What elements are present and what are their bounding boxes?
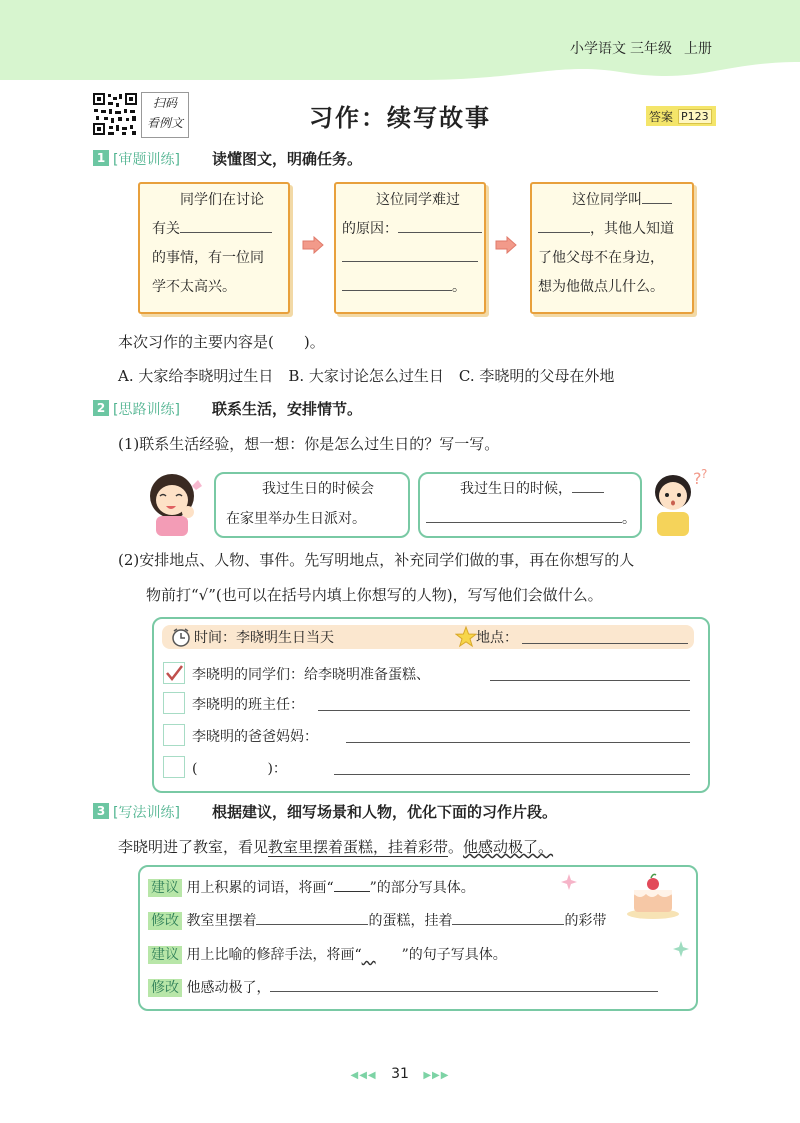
- plan-row4-checkbox[interactable]: [163, 756, 185, 778]
- header-grade: 三年级: [630, 41, 672, 57]
- section2-question1: (1)联系生活经验，想一想：你是怎么过生日的？写一写。: [118, 435, 500, 453]
- section3-passage: [118, 836, 553, 857]
- passage-part-c: 。: [448, 838, 464, 856]
- passage-wavy: 他感动极了。: [463, 838, 554, 856]
- plan-row3-checkbox[interactable]: [163, 724, 185, 746]
- suggestion-2-label: 建议: [148, 946, 182, 964]
- speech-bubble-2: [418, 472, 642, 538]
- note2-line2: 的原因：: [342, 221, 398, 237]
- plan-place-label: 地点：: [476, 630, 518, 646]
- sparkle-icon: [672, 940, 690, 958]
- header-band: [0, 0, 800, 90]
- story-note-2: [334, 182, 486, 314]
- revision-2-label: 修改: [148, 979, 182, 997]
- bubble2-blank-1[interactable]: [572, 492, 604, 493]
- header-subject: 小学语文: [570, 41, 626, 57]
- plan-row2-checkbox[interactable]: [163, 692, 185, 714]
- wavy-line-sample: [362, 947, 402, 963]
- note3-line2: ，其他人知道: [590, 221, 674, 237]
- scan-label-line2: 看例文: [146, 116, 183, 130]
- passage-part-a: 李晓明进了教室，看见: [118, 838, 269, 856]
- note1-line3: 的事情，有一位同: [152, 250, 264, 266]
- story-note-3: [530, 182, 694, 314]
- section1-options: A. 大家给李晓明过生日 B. 大家讨论怎么过生日 C. 李晓明的父母在外地: [118, 367, 615, 385]
- girl-illustration: [142, 466, 208, 536]
- note2-blank-2[interactable]: [342, 261, 478, 262]
- section3-number: 3: [93, 803, 109, 819]
- note3-blank-1[interactable]: [642, 203, 672, 204]
- section2-question2-line1: (2)安排地点、人物、事件。先写明地点，补充同学们做的事，再在你想写的人: [118, 551, 635, 569]
- page-title: 习作：续写故事: [309, 104, 491, 132]
- section3-heading: 根据建议，细写场景和人物，优化下面的习作片段。: [212, 803, 558, 821]
- revision-1-label: 修改: [148, 912, 182, 930]
- note2-blank-3[interactable]: [342, 290, 452, 291]
- revision-1-blank-1[interactable]: [256, 924, 368, 925]
- suggestion-2-text: 用上比喻的修辞手法，将画“: [186, 947, 362, 963]
- suggestion-1-label: 建议: [148, 879, 182, 897]
- header-volume: 上册: [684, 41, 712, 57]
- note3-line1: 这位同学叫: [572, 192, 642, 208]
- section2-heading: 联系生活，安排情节。: [212, 400, 363, 418]
- suggestion-2: [148, 944, 507, 964]
- section1-number: 1: [93, 150, 109, 166]
- clock-icon: [170, 626, 192, 648]
- cake-illustration: [620, 870, 686, 920]
- passage-underlined: 教室里摆着蛋糕，挂着彩带: [268, 838, 449, 856]
- plan-row2-text: 李晓明的班主任：: [192, 697, 304, 713]
- plan-row1-blank[interactable]: [490, 680, 690, 681]
- section1-tag: [审题训练]: [113, 152, 180, 168]
- plan-row4-text: ( )：: [192, 761, 287, 777]
- note2-line1: 这位同学难过: [376, 192, 460, 208]
- note2-line4: 。: [452, 279, 466, 295]
- section3-tag: [写法训练]: [113, 805, 180, 821]
- plan-place-blank[interactable]: [522, 643, 688, 644]
- section2-tag: [思路训练]: [113, 402, 180, 418]
- section2-question2-line2: 物前打“√”(也可以在括号内填上你想写的人物)，写写他们会做什么。: [146, 586, 603, 604]
- revision-1-part-c: 的彩带: [564, 913, 607, 929]
- scan-label-line1: 扫码: [152, 96, 177, 110]
- note2-blank-1[interactable]: [398, 232, 482, 233]
- plan-row2-blank[interactable]: [318, 710, 690, 711]
- bubble2-blank-2[interactable]: [426, 522, 622, 523]
- plan-row1-checkbox[interactable]: [163, 662, 185, 684]
- bubble2-line2: 。: [622, 511, 636, 527]
- revision-1: [148, 910, 606, 930]
- left-arrows-icon: ◀◀◀: [350, 1070, 377, 1081]
- plan-time: 时间：李晓明生日当天: [194, 630, 334, 646]
- note1-line1: 同学们在讨论: [180, 192, 264, 208]
- bubble2-line1: 我过生日的时候，: [460, 481, 572, 497]
- revision-2-blank[interactable]: [270, 991, 658, 992]
- straight-line-sample: [334, 891, 370, 892]
- plan-row1-text: 李晓明的同学们：给李晓明准备蛋糕、: [192, 667, 430, 683]
- speech-bubble-1: [214, 472, 410, 538]
- section1-heading: 读懂图文，明确任务。: [212, 150, 363, 168]
- plan-row3-blank[interactable]: [346, 742, 690, 743]
- revision-2-text: 他感动极了，: [186, 980, 271, 996]
- bubble1-line1: 我过生日的时候会: [262, 481, 374, 497]
- plan-row4-blank[interactable]: [334, 774, 690, 775]
- boy-illustration: [645, 462, 715, 536]
- revision-1-part-b: 的蛋糕，挂着: [368, 913, 453, 929]
- revision-2: [148, 977, 658, 997]
- page-number: 31: [391, 1066, 409, 1082]
- star-icon: [455, 626, 477, 648]
- arrow-right-icon: [302, 236, 324, 254]
- story-note-1: [138, 182, 290, 314]
- plan-row3-text: 李晓明的爸爸妈妈：: [192, 729, 318, 745]
- suggestion-1-text: 用上积累的词语，将画“: [186, 880, 334, 896]
- note3-line3: 了他父母不在身边，: [538, 250, 664, 266]
- note3-line4: 想为他做点儿什么。: [538, 279, 664, 295]
- section2-number: 2: [93, 400, 109, 416]
- suggestion-1: [148, 877, 475, 897]
- note1-blank[interactable]: [180, 232, 272, 233]
- revision-1-blank-2[interactable]: [452, 924, 564, 925]
- note1-line2: 有关: [152, 221, 180, 237]
- answer-label: 答案: [649, 109, 674, 124]
- suggestion-1-end: ”的部分写具体。: [369, 880, 475, 896]
- arrow-right-icon: [495, 236, 517, 254]
- sparkle-icon: [560, 873, 578, 891]
- svg-text:?: ?: [701, 467, 708, 481]
- suggestion-2-end: ”的句子写具体。: [401, 947, 507, 963]
- svg-text:?: ?: [693, 469, 702, 488]
- page-footer: [0, 1066, 800, 1082]
- check-mark-icon: [164, 663, 184, 683]
- answer-page: P123: [678, 109, 712, 124]
- note3-blank-2[interactable]: [538, 232, 590, 233]
- revision-1-part-a: 教室里摆着: [186, 913, 257, 929]
- right-arrows-icon: ▶▶▶: [423, 1070, 450, 1081]
- answer-badge[interactable]: [646, 106, 716, 126]
- note1-line4: 学不太高兴。: [152, 279, 236, 295]
- bubble1-line2: 在家里举办生日派对。: [226, 511, 366, 527]
- section1-question: 本次习作的主要内容是( )。: [118, 333, 325, 351]
